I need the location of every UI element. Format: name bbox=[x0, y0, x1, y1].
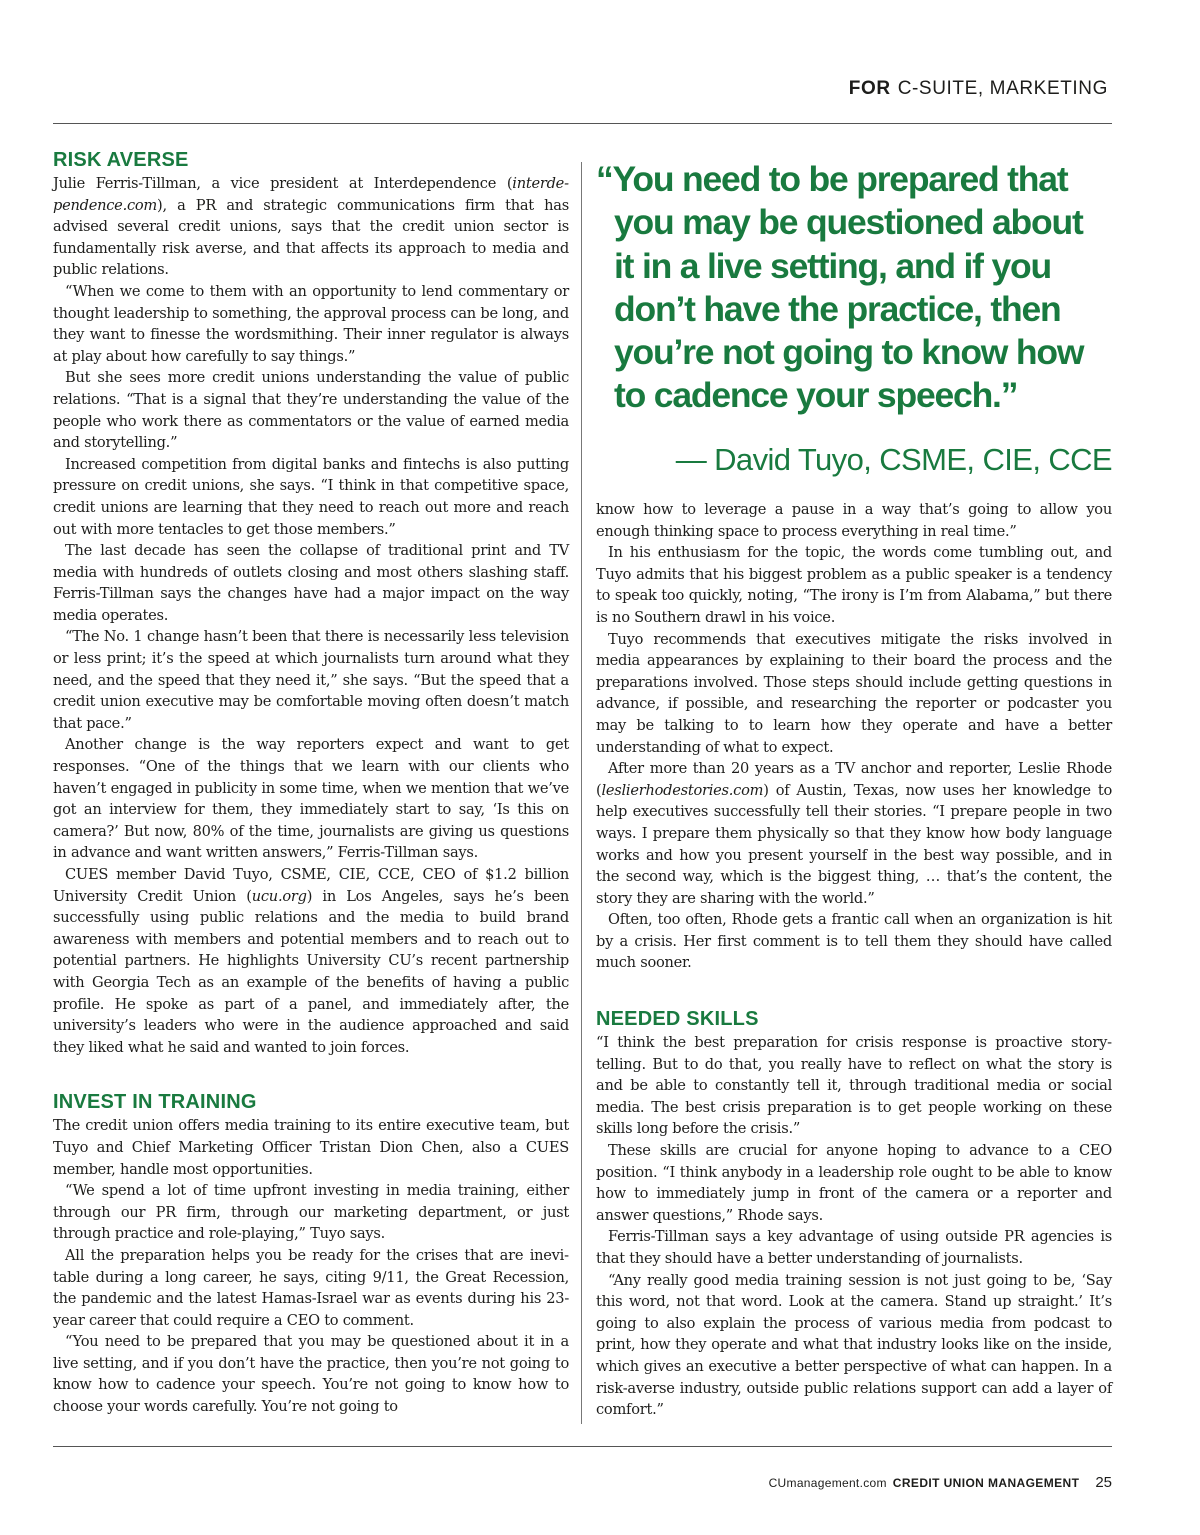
paragraph: Tuyo recommends that executives mitigate the risks involved in media appearances by explaining to their board the process and the preparations involved. Those steps should include getting questions in advance, if possible, and researching the reporter or podcaster you may be talking to to learn how they operate and have a better understanding of what to expect. bbox=[596, 630, 1112, 756]
pull-quote-line: to cadence your speech.” bbox=[614, 375, 1018, 416]
left-column bbox=[53, 147, 569, 1418]
bottom-divider bbox=[53, 1446, 1112, 1447]
page-footer bbox=[769, 1474, 1112, 1491]
pull-quote bbox=[596, 158, 1116, 418]
paragraph: After more than 20 years as a TV anchor and reporter, Leslie Rhode (leslierhodestories.com) of Austin, Texas, now uses her knowledge to help executives successfully tell their stories. “I prepare people in two ways. I prepare them physically so that they know how body language works and how you present yourself in the best way possible, and in the second way, which is the biggest thing, … that’s the content, the story they are sharing with the world.” bbox=[596, 760, 1112, 907]
heading-needed-skills: NEEDED SKILLS bbox=[596, 1008, 759, 1031]
page-number: 25 bbox=[1095, 1474, 1112, 1491]
paragraph: CUES member David Tuyo, CSME, CIE, CCE, CEO of $1.2 billion University Credit Union (ucu.org) in Los Angeles, says he’s been successfully using public relations and the media to build brand awareness with members and potential members and to reach out to potential partners. He highlights University CU’s recent partnership with Georgia Tech as an example of the benefits of having a public profile. He spoke as part of a panel, and immediately after, the university’s leaders who were in the audience approached and said they liked what he said and wanted to join forces. bbox=[53, 866, 570, 1056]
interdependence-link[interactable]: interdependence.com bbox=[53, 175, 569, 214]
paragraph: know how to leverage a pause in a way that’s going to allow you enough thinking space to process everything in real time.” bbox=[596, 501, 1112, 540]
paragraph: “The No. 1 change hasn’t been that there is necessarily less television or less print; it’s the speed at which journalists turn around what they need, and the speed that they need it,” she says. “But the speed that a credit union executive may be comfortable moving often doesn’t match that pace.” bbox=[53, 628, 569, 732]
paragraph: “You need to be prepared that you may be questioned about it in a live setting, and if you don’t have the practice, then you’re not going to know how to cadence your speech. You’re not going to know how to choose your words carefully. You’re not going to bbox=[53, 1333, 569, 1416]
paragraph: “We spend a lot of time upfront investing in media training, either through our PR firm, through our marketing department, or just through practice and role-playing,” Tuyo says. bbox=[53, 1182, 569, 1243]
paragraph: Another change is the way reporters expect and want to get responses. “One of the things that we learn with our clients who haven’t engaged in publicity in some time, when we mention that we’ve got an interview for them, they immediately start to say, ‘Is this on camera?’ But now, 80% of the time, journalists are giving us questions in advance and want written answers,” Ferris-Tillman says. bbox=[53, 736, 569, 862]
paragraph: Increased competition from digital banks and fintechs is also putting pressure on credit unions, she says. “I think in that competitive space, credit unions are learning that they need to reach out more and reach out with more tentacles to get those members.” bbox=[53, 455, 569, 538]
pull-quote-line: you’re not going to know how bbox=[614, 332, 1084, 373]
for-label: FOR bbox=[848, 78, 891, 99]
paragraph: The last decade has seen the collapse of traditional print and TV media with hundreds of outlets closing and most others slashing staff. Ferris-Tillman says the changes have had a major impact on the way media operates. bbox=[53, 542, 569, 624]
heading-invest-in-training: INVEST IN TRAINING bbox=[53, 1091, 257, 1114]
pull-quote-line: don’t have the practice, then bbox=[614, 288, 1061, 329]
paragraph: But she sees more credit unions understanding the value of public relations. “That is a signal that they’re understanding the value of the people who work there as commentators or the value of earned media and storytelling.” bbox=[53, 369, 569, 452]
paragraph: The credit union offers media training to its entire executive team, but Tuyo and Chief Marketing Officer Tristan Dion Chen, also a CUES member, handle most opportunities. bbox=[53, 1117, 569, 1178]
section-label bbox=[849, 78, 1108, 100]
top-divider bbox=[53, 123, 1112, 124]
paragraph: Often, too often, Rhode gets a frantic call when an organization is hit by a crisis. Her first comment is to tell them they should have called much sooner. bbox=[596, 911, 1112, 972]
paragraph: “I think the best preparation for crisis response is proactive storytelling. But to do that, you really have to reflect on what the story is and be able to constantly tell it, through traditional media or social media. The best crisis preparation is to get people working on these skills long before the crisis.” bbox=[596, 1034, 1112, 1138]
category-label: C-SUITE, MARKETING bbox=[897, 78, 1108, 99]
heading-risk-averse: RISK AVERSE bbox=[53, 149, 189, 171]
paragraph: “Any really good media training session is not just going to be, ‘Say this word, not that word. Look at the camera. Stand up straight.’ It’s going to also explain the process of various media from podcast to print, how they operate and what that industry looks like on the inside, which gives an executive a better perspective of what can happen. In a risk-averse industry, outside public relations support can add a layer of comfort.” bbox=[596, 1271, 1112, 1419]
paragraph: In his enthusiasm for the topic, the words come tumbling out, and Tuyo admits that his biggest problem as a public speaker is a tendency to speak too quickly, noting, “The irony is I’m from Alabama,” but there is no Southern drawl in his voice. bbox=[596, 544, 1112, 626]
pull-quote-line: it in a live setting, and if you bbox=[614, 245, 1051, 286]
paragraph: These skills are crucial for anyone hoping to advance to a CEO position. “I think anybody in a leadership role ought to be able to know how to immediately jump in front of the camera or a reporter and answer questions,” Rhode says. bbox=[596, 1142, 1112, 1224]
pull-quote-attribution: — David Tuyo, CSME, CIE, CCE bbox=[675, 442, 1112, 477]
footer-publication: CREDIT UNION MANAGEMENT bbox=[892, 1476, 1080, 1490]
pull-quote-line: “You need to be prepared that bbox=[596, 159, 1068, 199]
paragraph: Ferris-Tillman says a key advantage of using outside PR agencies is that they should have a better understanding of journalists. bbox=[596, 1228, 1112, 1267]
column-divider bbox=[581, 162, 582, 1424]
leslierhodestories-link[interactable]: leslierhodestories.com bbox=[601, 781, 764, 799]
paragraph: All the preparation helps you be ready for the crises that are inevitable during a long career, he says, citing 9/11, the Great Recession, the pandemic and the latest Hamas-Israel war as events during his 23-year career that could require a CEO to comment. bbox=[53, 1246, 569, 1329]
ucu-link[interactable]: ucu.org bbox=[251, 887, 307, 905]
paragraph: Julie Ferris-Tillman, a vice president at Interdependence (interdependence.com), a PR and strategic communications firm that has advised several credit unions, says that the credit union sector is fundamentally risk averse, and that affects its approach to media and public relations. bbox=[53, 175, 569, 279]
right-column bbox=[596, 499, 1112, 1421]
pull-quote-line: you may be questioned about bbox=[614, 202, 1083, 243]
paragraph: “When we come to them with an opportunity to lend commentary or thought leadership to something, the approval process can be long, and they want to finesse the wordsmithing. Their inner regulator is always at play about how carefully to say things.” bbox=[53, 282, 569, 365]
footer-site-link[interactable]: CUmanagement.com bbox=[768, 1476, 887, 1490]
